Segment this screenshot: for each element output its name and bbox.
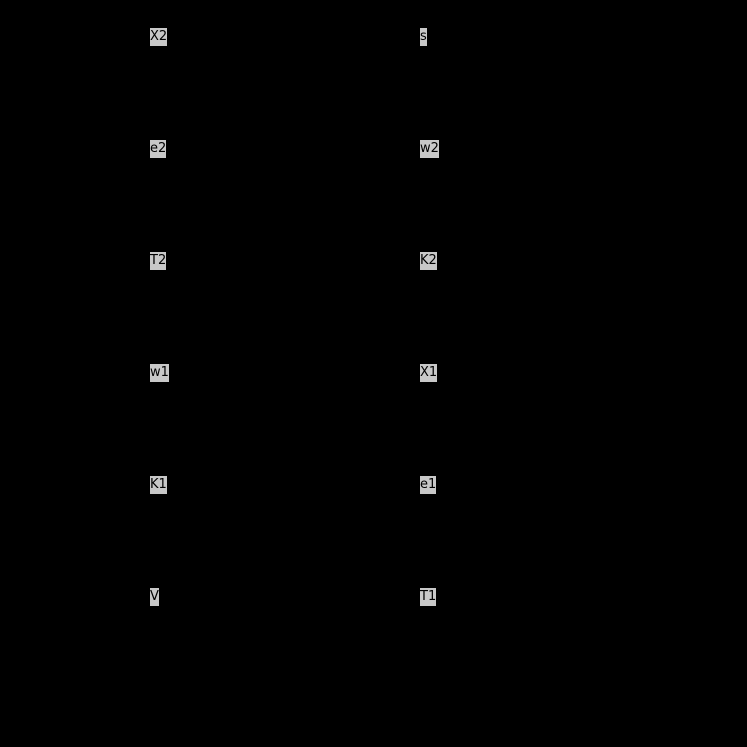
node-label: s	[420, 29, 427, 44]
node-t1[interactable]	[420, 588, 436, 606]
node-k2[interactable]	[420, 252, 437, 270]
node-s[interactable]	[420, 28, 427, 46]
node-e2[interactable]	[150, 140, 166, 158]
node-label: K1	[150, 477, 167, 492]
node-label: e1	[420, 477, 437, 492]
node-label: T1	[420, 589, 437, 604]
node-label: X2	[150, 29, 168, 44]
node-k1[interactable]	[150, 476, 167, 494]
node-w1[interactable]	[150, 364, 169, 382]
node-x2[interactable]	[150, 28, 167, 46]
node-label: T2	[150, 253, 167, 268]
node-label: K2	[420, 253, 437, 268]
node-label: e2	[150, 141, 167, 156]
node-x1[interactable]	[420, 364, 437, 382]
node-e1[interactable]	[420, 476, 436, 494]
node-label: V	[150, 589, 159, 604]
node-w2[interactable]	[420, 140, 439, 158]
node-t2[interactable]	[150, 252, 166, 270]
node-label: w2	[420, 141, 439, 156]
node-label: X1	[420, 365, 438, 380]
node-label: w1	[150, 365, 169, 380]
node-v[interactable]	[150, 588, 159, 606]
